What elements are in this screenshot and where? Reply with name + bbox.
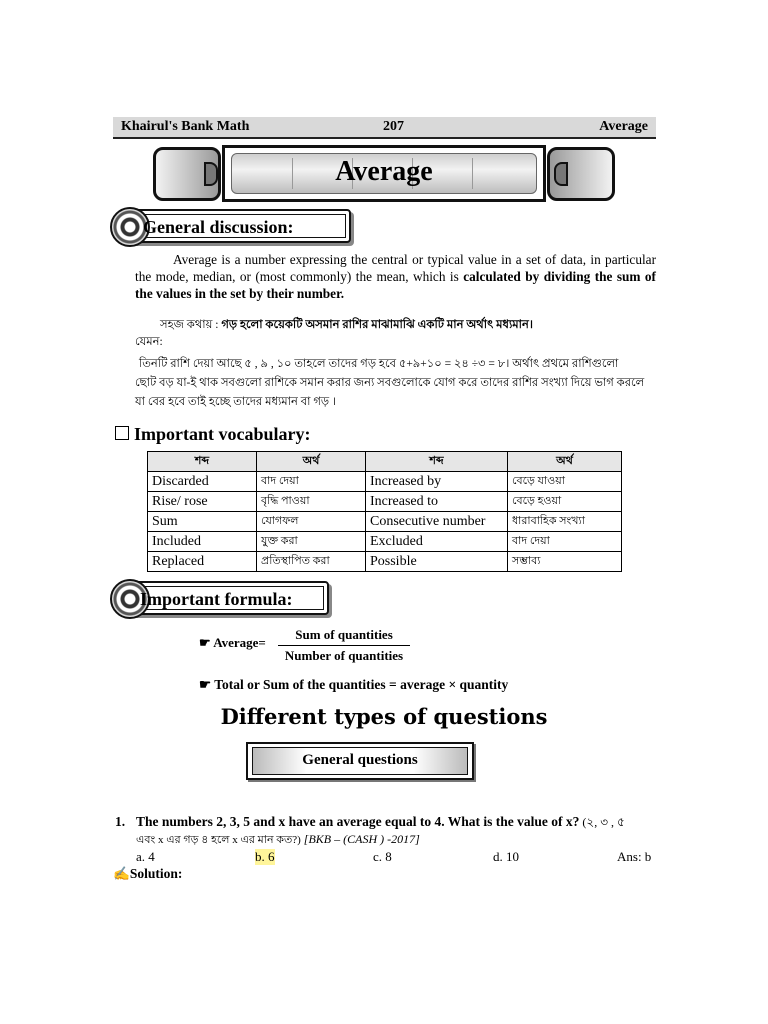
header-meaning: অর্থ [257, 452, 366, 472]
page-number: 207 [383, 119, 404, 134]
example-line-3: যা বের হবে তাই হচ্ছে তাদের মধ্যমান বা গড় । [135, 396, 337, 408]
header-word: শব্দ [148, 452, 257, 472]
option-a: a. 4 [136, 849, 155, 864]
answer: Ans: b [617, 849, 652, 864]
table-cell: Increased by [366, 472, 508, 492]
table-cell: Possible [366, 552, 508, 572]
table-cell: Excluded [366, 532, 508, 552]
question-text: The numbers 2, 3, 5 and x have an average equal to 4. What is the value of x? (২, ৩ , ৫ [136, 814, 625, 829]
table-cell: বেড়ে হওয়া [508, 492, 622, 512]
table-row [148, 492, 622, 512]
general-discussion-heading: General discussion: [143, 217, 294, 237]
table-cell: Sum [148, 512, 257, 532]
chapter-title: Average [335, 156, 433, 187]
table-cell: যোগফল [257, 512, 366, 532]
vocabulary-table [147, 451, 622, 572]
chapter-banner [222, 145, 546, 202]
table-cell: Increased to [366, 492, 508, 512]
checkbox-icon [115, 426, 129, 440]
average-fraction [278, 627, 410, 664]
simple-words-line: সহজ কথায় : গড় হলো কয়েকটি অসমান রাশির মাঝামাঝি একটি মান অর্থাৎ মধ্যমান। [160, 319, 533, 331]
table-cell: সম্ভাব্য [508, 552, 622, 572]
fraction-bar [278, 645, 410, 646]
table-cell: Included [148, 532, 257, 552]
table-cell: বেড়ে যাওয়া [508, 472, 622, 492]
table-cell: ধারাবাহিক সংখ্যা [508, 512, 622, 532]
header-meaning: অর্থ [508, 452, 622, 472]
table-row [148, 532, 622, 552]
table-cell: যুক্ত করা [257, 532, 366, 552]
general-questions-box [246, 742, 474, 780]
table-cell: বাদ দেয়া [508, 532, 622, 552]
writing-hand-icon: ✍ [113, 866, 130, 881]
total-formula: ☛ Total or Sum of the quantities = average × quantity [199, 677, 509, 692]
header-word: শব্দ [366, 452, 508, 472]
fraction-numerator: Sum of quantities [295, 627, 393, 642]
table-cell: বাদ দেয়া [257, 472, 366, 492]
table-header-row [148, 452, 622, 472]
definition-paragraph: Average is a number expressing the central or typical value in a set of data, in particular the mode, median, or (most commonly) the mean, which is calculated by dividing the sum of the values in the set by their number. [135, 252, 656, 301]
solution-label: ✍Solution: [113, 866, 183, 881]
example-label: যেমন: [135, 336, 163, 348]
table-cell: Discarded [148, 472, 257, 492]
option-c: c. 8 [373, 849, 392, 864]
table-cell: Rise/ rose [148, 492, 257, 512]
question-text-bn: এবং x এর গড় ৪ হলে x এর মান কত?) [BKB – (CASH ) -2017] [136, 832, 420, 846]
option-b: b. 6 [255, 849, 275, 864]
hand-pointer-icon: ☛ [199, 677, 212, 692]
example-line-1: তিনটি রাশি দেয়া আছে ৫ , ৯ , ১০ তাহলে তাদের গড় হবে ৫+৯+১০ = ২৪ ÷৩ = ৮। অর্থাৎ প্রথমে রাশিগুলো [139, 358, 619, 370]
running-header [113, 117, 656, 139]
example-line-2: ছোট বড় যা-ই থাক সবগুলো রাশিকে সমান করার জন্য সবগুলোকে যোগ করে তাদের রাশির সংখ্যা দিয়ে ভাগ করলে [135, 377, 645, 389]
left-arrow-ornament [153, 147, 221, 201]
general-questions-label: General questions [302, 752, 418, 768]
table-cell: প্রতিস্থাপিত করা [257, 552, 366, 572]
average-formula-label: ☛ Average= [199, 635, 266, 650]
important-formula-heading: Important formula: [140, 589, 293, 609]
right-arrow-ornament [547, 147, 615, 201]
option-d: d. 10 [493, 849, 519, 864]
question-number: 1. [115, 814, 126, 829]
table-row [148, 552, 622, 572]
table-row [148, 512, 622, 532]
table-row [148, 472, 622, 492]
chapter-name: Average [599, 119, 648, 134]
vocabulary-heading: Important vocabulary: [134, 424, 311, 444]
fraction-denominator: Number of quantities [284, 648, 404, 663]
book-title: Khairul's Bank Math [121, 119, 250, 134]
table-cell: বৃদ্ধি পাওয়া [257, 492, 366, 512]
types-heading: Different types of questions [220, 704, 548, 729]
table-cell: Consecutive number [366, 512, 508, 532]
hand-pointer-icon: ☛ [199, 635, 211, 650]
table-cell: Replaced [148, 552, 257, 572]
